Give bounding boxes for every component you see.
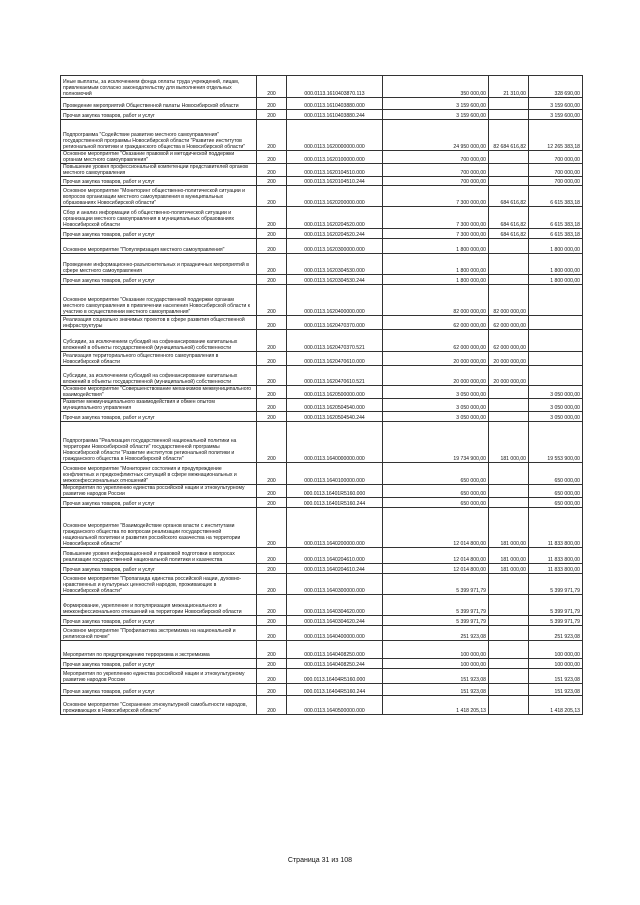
row-approved-amount-cell: 20 000 000,00 — [383, 366, 489, 386]
row-name-cell: Прочая закупка товаров, работ и услуг — [61, 564, 257, 574]
row-approved-amount-cell: 251 923,08 — [383, 626, 489, 641]
table-row — [61, 386, 583, 399]
row-executed-amount-cell — [489, 151, 529, 164]
table-row — [61, 164, 583, 177]
row-classification-code-cell: 000.0113.1620200000.000 — [287, 186, 383, 207]
row-approved-amount-cell: 1 800 000,00 — [383, 239, 489, 254]
row-executed-amount-cell: 684 616,82 — [489, 229, 529, 239]
row-remaining-amount-cell: 151 923,08 — [529, 684, 583, 696]
row-remaining-amount-cell: 700 000,00 — [529, 164, 583, 177]
row-classification-code-cell: 000.0113.1610403880.000 — [287, 98, 383, 110]
row-column-code-cell: 200 — [257, 696, 287, 715]
row-column-code-cell: 200 — [257, 275, 287, 285]
row-remaining-amount-cell: 151 923,08 — [529, 669, 583, 684]
row-remaining-amount-cell: 1 418 205,13 — [529, 696, 583, 715]
row-remaining-amount-cell: 650 000,00 — [529, 485, 583, 498]
row-executed-amount-cell — [489, 275, 529, 285]
row-approved-amount-cell: 5 399 971,79 — [383, 574, 489, 595]
row-remaining-amount-cell — [529, 285, 583, 316]
row-approved-amount-cell: 20 000 000,00 — [383, 352, 489, 366]
row-executed-amount-cell — [489, 641, 529, 659]
row-classification-code-cell: 000.0113.1620100000.000 — [287, 151, 383, 164]
row-executed-amount-cell — [489, 177, 529, 186]
table-row — [61, 684, 583, 696]
row-classification-code-cell: 000.0113.1620104510.000 — [287, 164, 383, 177]
row-name-cell: Основное мероприятие "Оказание правовой и методической поддержки органам местного самоуправления" — [61, 151, 257, 164]
row-column-code-cell: 200 — [257, 574, 287, 595]
row-column-code-cell: 200 — [257, 641, 287, 659]
row-executed-amount-cell: 82 000 000,00 — [489, 285, 529, 316]
row-column-code-cell: 200 — [257, 151, 287, 164]
row-name-cell: Мероприятия по укреплению единства российской нации и этнокультурному развитию народов России — [61, 669, 257, 684]
row-approved-amount-cell: 650 000,00 — [383, 463, 489, 485]
row-executed-amount-cell: 20 000 000,00 — [489, 352, 529, 366]
row-name-cell: Прочая закупка товаров, работ и услуг — [61, 659, 257, 669]
row-classification-code-cell: 000.0113.1640304620.000 — [287, 595, 383, 616]
row-executed-amount-cell — [489, 239, 529, 254]
row-approved-amount-cell: 3 050 000,00 — [383, 412, 489, 422]
row-executed-amount-cell — [489, 386, 529, 399]
row-column-code-cell: 200 — [257, 98, 287, 110]
row-column-code-cell: 200 — [257, 285, 287, 316]
row-column-code-cell: 200 — [257, 207, 287, 229]
row-name-cell: Формирование, укрепление и популяризация межнационального и межконфессионального отношений на территории Новосибирской области — [61, 595, 257, 616]
row-approved-amount-cell: 1 800 000,00 — [383, 275, 489, 285]
row-column-code-cell: 200 — [257, 110, 287, 120]
row-executed-amount-cell — [489, 412, 529, 422]
row-column-code-cell: 200 — [257, 254, 287, 275]
row-classification-code-cell: 000.0113.1620500000.000 — [287, 386, 383, 399]
row-classification-code-cell: 000.0113.1640204610.000 — [287, 548, 383, 564]
row-approved-amount-cell: 700 000,00 — [383, 177, 489, 186]
table-row — [61, 498, 583, 508]
table-row — [61, 508, 583, 548]
row-remaining-amount-cell — [529, 366, 583, 386]
row-remaining-amount-cell: 3 159 600,00 — [529, 98, 583, 110]
row-executed-amount-cell — [489, 485, 529, 498]
row-remaining-amount-cell: 3 050 000,00 — [529, 386, 583, 399]
table-row — [61, 275, 583, 285]
row-classification-code-cell: 000.0113.16401R5160.244 — [287, 498, 383, 508]
row-approved-amount-cell: 62 000 000,00 — [383, 316, 489, 330]
row-column-code-cell: 200 — [257, 352, 287, 366]
row-column-code-cell: 200 — [257, 186, 287, 207]
row-remaining-amount-cell: 1 800 000,00 — [529, 254, 583, 275]
row-approved-amount-cell: 7 300 000,00 — [383, 229, 489, 239]
budget-table-body — [61, 76, 583, 715]
row-name-cell: Подпрограмма "Реализация государственной национальной политики на территории Новосибирской области" государственной программы Новосибирской области "Развитие институтов региональной политики и гражданского общества в Новосибирской области" — [61, 422, 257, 463]
row-classification-code-cell: 000.0113.1640000000.000 — [287, 422, 383, 463]
row-remaining-amount-cell: 3 050 000,00 — [529, 399, 583, 412]
row-approved-amount-cell: 7 300 000,00 — [383, 207, 489, 229]
row-column-code-cell: 200 — [257, 485, 287, 498]
row-approved-amount-cell: 350 000,00 — [383, 76, 489, 98]
row-classification-code-cell: 000.0113.16404R5160.244 — [287, 684, 383, 696]
row-classification-code-cell: 000.0113.16401R5160.000 — [287, 485, 383, 498]
table-row — [61, 98, 583, 110]
row-remaining-amount-cell: 650 000,00 — [529, 498, 583, 508]
table-row — [61, 669, 583, 684]
row-approved-amount-cell: 82 000 000,00 — [383, 285, 489, 316]
row-column-code-cell: 200 — [257, 498, 287, 508]
row-remaining-amount-cell: 3 159 600,00 — [529, 110, 583, 120]
row-executed-amount-cell — [489, 684, 529, 696]
row-executed-amount-cell — [489, 659, 529, 669]
row-classification-code-cell: 000.0113.1620204520.000 — [287, 207, 383, 229]
row-executed-amount-cell: 62 000 000,00 — [489, 330, 529, 352]
table-row — [61, 186, 583, 207]
row-approved-amount-cell: 650 000,00 — [383, 485, 489, 498]
row-name-cell: Мероприятия по укреплению единства российской нации и этнокультурному развитию народов России — [61, 485, 257, 498]
row-name-cell: Прочая закупка товаров, работ и услуг — [61, 684, 257, 696]
row-column-code-cell: 200 — [257, 229, 287, 239]
row-executed-amount-cell: 181 000,00 — [489, 548, 529, 564]
row-executed-amount-cell — [489, 164, 529, 177]
row-remaining-amount-cell: 11 833 800,00 — [529, 564, 583, 574]
row-name-cell: Прочая закупка товаров, работ и услуг — [61, 275, 257, 285]
row-classification-code-cell: 000.0113.1620470370.000 — [287, 316, 383, 330]
row-classification-code-cell: 000.0113.1620400000.000 — [287, 285, 383, 316]
row-remaining-amount-cell: 1 800 000,00 — [529, 275, 583, 285]
row-column-code-cell: 200 — [257, 684, 287, 696]
row-name-cell: Иные выплаты, за исключением фонда оплаты труда учреждений, лицам, привлекаемым согласно законодательству для выполнения отдельных полномочий — [61, 76, 257, 98]
row-remaining-amount-cell: 12 265 383,18 — [529, 120, 583, 151]
row-column-code-cell: 200 — [257, 669, 287, 684]
row-classification-code-cell: 000.0113.1620304530.244 — [287, 275, 383, 285]
table-row — [61, 548, 583, 564]
table-row — [61, 285, 583, 316]
table-row — [61, 76, 583, 98]
row-remaining-amount-cell: 6 615 383,18 — [529, 229, 583, 239]
row-name-cell: Основное мероприятие "Совершенствование механизмов межмуниципального взаимодействия" — [61, 386, 257, 399]
row-name-cell: Реализация территориального общественного самоуправления в Новосибирской области — [61, 352, 257, 366]
table-row — [61, 485, 583, 498]
row-remaining-amount-cell: 700 000,00 — [529, 151, 583, 164]
row-name-cell: Основное мероприятие "Мониторинг общественно-политической ситуации и вопросов организации местного самоуправления в муниципальных образованиях Новосибирской области" — [61, 186, 257, 207]
row-name-cell: Прочая закупка товаров, работ и услуг — [61, 498, 257, 508]
row-remaining-amount-cell: 100 000,00 — [529, 641, 583, 659]
row-executed-amount-cell — [489, 595, 529, 616]
table-row — [61, 316, 583, 330]
row-column-code-cell: 200 — [257, 422, 287, 463]
row-name-cell: Реализация социально значимых проектов в сфере развития общественной инфраструктуры — [61, 316, 257, 330]
table-row — [61, 207, 583, 229]
row-executed-amount-cell: 21 310,00 — [489, 76, 529, 98]
row-name-cell: Основное мероприятие "Мониторинг состояния и предупреждение конфликтных и предконфликтных ситуаций в сфере межнациональных и межконфессиональных отношений" — [61, 463, 257, 485]
row-column-code-cell: 200 — [257, 595, 287, 616]
row-column-code-cell: 200 — [257, 366, 287, 386]
table-row — [61, 366, 583, 386]
row-classification-code-cell: 000.0113.1640100000.000 — [287, 463, 383, 485]
row-column-code-cell: 200 — [257, 386, 287, 399]
row-approved-amount-cell: 62 000 000,00 — [383, 330, 489, 352]
row-classification-code-cell: 000.0113.1640408250.244 — [287, 659, 383, 669]
table-row — [61, 564, 583, 574]
table-row — [61, 626, 583, 641]
row-remaining-amount-cell: 5 399 971,79 — [529, 574, 583, 595]
row-approved-amount-cell: 3 050 000,00 — [383, 386, 489, 399]
row-remaining-amount-cell — [529, 316, 583, 330]
row-classification-code-cell: 000.0113.1620470370.521 — [287, 330, 383, 352]
row-remaining-amount-cell: 19 553 900,00 — [529, 422, 583, 463]
row-name-cell: Проведение информационно-разъяснительных и праздничных мероприятий в сфере местного самоуправления — [61, 254, 257, 275]
table-row — [61, 574, 583, 595]
row-approved-amount-cell: 3 050 000,00 — [383, 399, 489, 412]
row-executed-amount-cell — [489, 98, 529, 110]
row-remaining-amount-cell: 700 000,00 — [529, 177, 583, 186]
row-name-cell: Основное мероприятие "Взаимодействие органов власти с институтами гражданского общества по вопросам реализации государственной национальной политики и развития российского казачества на территории Новосибирской области" — [61, 508, 257, 548]
row-executed-amount-cell — [489, 616, 529, 626]
row-executed-amount-cell — [489, 399, 529, 412]
row-executed-amount-cell — [489, 626, 529, 641]
row-remaining-amount-cell — [529, 330, 583, 352]
row-classification-code-cell: 000.0113.1640304620.244 — [287, 616, 383, 626]
row-column-code-cell: 200 — [257, 548, 287, 564]
row-column-code-cell: 200 — [257, 177, 287, 186]
table-row — [61, 239, 583, 254]
row-remaining-amount-cell: 328 690,00 — [529, 76, 583, 98]
row-classification-code-cell: 000.0113.1640204610.244 — [287, 564, 383, 574]
row-name-cell: Прочая закупка товаров, работ и услуг — [61, 412, 257, 422]
row-classification-code-cell: 000.0113.1620104510.244 — [287, 177, 383, 186]
row-name-cell: Повышение уровня информационной и правовой подготовки в вопросах реализации государственной национальной политики и казачества — [61, 548, 257, 564]
table-row — [61, 595, 583, 616]
row-column-code-cell: 200 — [257, 399, 287, 412]
row-classification-code-cell: 000.0113.1610403880.244 — [287, 110, 383, 120]
row-approved-amount-cell: 7 300 000,00 — [383, 186, 489, 207]
row-approved-amount-cell: 5 399 971,79 — [383, 595, 489, 616]
row-executed-amount-cell — [489, 254, 529, 275]
row-classification-code-cell: 000.0113.1620204520.244 — [287, 229, 383, 239]
row-approved-amount-cell: 3 159 600,00 — [383, 110, 489, 120]
row-executed-amount-cell — [489, 669, 529, 684]
row-name-cell: Основное мероприятие "Профилактика экстремизма на национальной и религиозной почве" — [61, 626, 257, 641]
table-row — [61, 229, 583, 239]
row-classification-code-cell: 000.0113.1620300000.000 — [287, 239, 383, 254]
row-executed-amount-cell — [489, 574, 529, 595]
row-approved-amount-cell: 12 014 800,00 — [383, 564, 489, 574]
table-row — [61, 352, 583, 366]
row-executed-amount-cell: 82 684 616,82 — [489, 120, 529, 151]
row-column-code-cell: 200 — [257, 412, 287, 422]
row-remaining-amount-cell: 6 615 383,18 — [529, 207, 583, 229]
table-row — [61, 463, 583, 485]
row-name-cell: Прочая закупка товаров, работ и услуг — [61, 110, 257, 120]
row-name-cell: Прочая закупка товаров, работ и услуг — [61, 616, 257, 626]
row-name-cell: Подпрограмма "Содействие развитию местного самоуправления" государственной программы Новосибирской области "Развитие институтов региональной политики и гражданского общества в Новосибирской области" — [61, 120, 257, 151]
row-approved-amount-cell: 24 950 000,00 — [383, 120, 489, 151]
row-classification-code-cell: 000.0113.1640400000.000 — [287, 626, 383, 641]
table-row — [61, 330, 583, 352]
table-row — [61, 110, 583, 120]
row-remaining-amount-cell: 6 615 383,18 — [529, 186, 583, 207]
table-row — [61, 254, 583, 275]
row-name-cell: Мероприятия по предупреждению терроризма и экстремизма — [61, 641, 257, 659]
row-approved-amount-cell: 151 923,08 — [383, 669, 489, 684]
row-name-cell: Повышение уровня профессиональной компетенции представителей органов местного самоуправления — [61, 164, 257, 177]
table-row — [61, 641, 583, 659]
row-executed-amount-cell — [489, 498, 529, 508]
row-remaining-amount-cell: 3 050 000,00 — [529, 412, 583, 422]
row-column-code-cell: 200 — [257, 659, 287, 669]
table-row — [61, 399, 583, 412]
row-column-code-cell: 200 — [257, 564, 287, 574]
row-column-code-cell: 200 — [257, 616, 287, 626]
row-executed-amount-cell: 181 000,00 — [489, 564, 529, 574]
row-approved-amount-cell: 12 014 800,00 — [383, 548, 489, 564]
row-approved-amount-cell: 100 000,00 — [383, 659, 489, 669]
row-executed-amount-cell: 181 000,00 — [489, 508, 529, 548]
row-approved-amount-cell: 1 800 000,00 — [383, 254, 489, 275]
row-classification-code-cell: 000.0113.1640300000.000 — [287, 574, 383, 595]
table-row — [61, 616, 583, 626]
table-row — [61, 412, 583, 422]
row-name-cell: Развитие межмуниципального взаимодействия и обмен опытом муниципального управления — [61, 399, 257, 412]
row-remaining-amount-cell: 11 833 800,00 — [529, 508, 583, 548]
row-executed-amount-cell: 684 616,82 — [489, 207, 529, 229]
table-row — [61, 696, 583, 715]
row-classification-code-cell: 000.0113.1620470610.000 — [287, 352, 383, 366]
row-column-code-cell: 200 — [257, 239, 287, 254]
row-executed-amount-cell — [489, 463, 529, 485]
table-row — [61, 422, 583, 463]
row-name-cell: Основное мероприятие "Оказание государственной поддержки органам местного самоуправления в привлечении населения Новосибирской области к участию в осуществлении местного самоуправления" — [61, 285, 257, 316]
row-executed-amount-cell — [489, 110, 529, 120]
row-column-code-cell: 200 — [257, 76, 287, 98]
row-executed-amount-cell: 684 616,82 — [489, 186, 529, 207]
row-classification-code-cell: 000.0113.1620470610.521 — [287, 366, 383, 386]
row-column-code-cell: 200 — [257, 316, 287, 330]
row-column-code-cell: 200 — [257, 463, 287, 485]
row-classification-code-cell: 000.0113.1620504540.244 — [287, 412, 383, 422]
row-remaining-amount-cell: 650 000,00 — [529, 463, 583, 485]
row-classification-code-cell: 000.0113.1640200000.000 — [287, 508, 383, 548]
row-name-cell: Основное мероприятие "Популяризация местного самоуправления" — [61, 239, 257, 254]
row-column-code-cell: 200 — [257, 508, 287, 548]
budget-table — [60, 75, 583, 715]
row-remaining-amount-cell — [529, 352, 583, 366]
row-executed-amount-cell — [489, 696, 529, 715]
row-executed-amount-cell: 20 000 000,00 — [489, 366, 529, 386]
table-row — [61, 177, 583, 186]
row-classification-code-cell: 000.0113.1620304530.000 — [287, 254, 383, 275]
row-approved-amount-cell: 100 000,00 — [383, 641, 489, 659]
row-name-cell: Проведение мероприятий Общественной палаты Новосибирской области — [61, 98, 257, 110]
row-remaining-amount-cell: 100 000,00 — [529, 659, 583, 669]
row-remaining-amount-cell: 5 399 971,79 — [529, 595, 583, 616]
row-name-cell: Субсидии, за исключением субсидий на софинансирование капитальных вложений в объекты государственной (муниципальной) собственности — [61, 330, 257, 352]
row-approved-amount-cell: 12 014 800,00 — [383, 508, 489, 548]
row-approved-amount-cell: 3 159 600,00 — [383, 98, 489, 110]
row-approved-amount-cell: 19 734 900,00 — [383, 422, 489, 463]
row-column-code-cell: 200 — [257, 164, 287, 177]
row-name-cell: Сбор и анализ информации об общественно-политической ситуации и организации местного самоуправления в муниципальных образованиях Новосибирской области — [61, 207, 257, 229]
row-name-cell: Основное мероприятие "Пропаганда единства российской нации, духовно-нравственных и культурных ценностей народов, проживающих в Новосибирской области" — [61, 574, 257, 595]
row-classification-code-cell: 000.0113.1620000000.000 — [287, 120, 383, 151]
row-approved-amount-cell: 700 000,00 — [383, 151, 489, 164]
row-name-cell: Субсидии, за исключением субсидий на софинансирование капитальных вложений в объекты государственной (муниципальной) собственности — [61, 366, 257, 386]
row-classification-code-cell: 000.0113.1610403870.113 — [287, 76, 383, 98]
row-approved-amount-cell: 1 418 205,13 — [383, 696, 489, 715]
row-column-code-cell: 200 — [257, 120, 287, 151]
row-approved-amount-cell: 151 923,08 — [383, 684, 489, 696]
row-approved-amount-cell: 700 000,00 — [383, 164, 489, 177]
row-classification-code-cell: 000.0113.1640408250.000 — [287, 641, 383, 659]
table-row — [61, 659, 583, 669]
row-name-cell: Прочая закупка товаров, работ и услуг — [61, 177, 257, 186]
row-name-cell: Прочая закупка товаров, работ и услуг — [61, 229, 257, 239]
page-footer: Страница 31 из 108 — [287, 857, 353, 864]
row-classification-code-cell: 000.0113.1620504540.000 — [287, 399, 383, 412]
row-classification-code-cell: 000.0113.16404R5160.000 — [287, 669, 383, 684]
row-approved-amount-cell: 5 399 971,79 — [383, 616, 489, 626]
row-classification-code-cell: 000.0113.1640500000.000 — [287, 696, 383, 715]
row-remaining-amount-cell: 251 923,08 — [529, 626, 583, 641]
row-name-cell: Основное мероприятие "Сохранение этнокультурной самобытности народов, проживающих в Новосибирской области" — [61, 696, 257, 715]
row-executed-amount-cell: 62 000 000,00 — [489, 316, 529, 330]
row-column-code-cell: 200 — [257, 626, 287, 641]
row-executed-amount-cell: 181 000,00 — [489, 422, 529, 463]
table-row — [61, 151, 583, 164]
row-column-code-cell: 200 — [257, 330, 287, 352]
row-remaining-amount-cell: 11 833 800,00 — [529, 548, 583, 564]
row-remaining-amount-cell: 5 399 971,79 — [529, 616, 583, 626]
table-row — [61, 120, 583, 151]
row-remaining-amount-cell: 1 800 000,00 — [529, 239, 583, 254]
row-approved-amount-cell: 650 000,00 — [383, 498, 489, 508]
